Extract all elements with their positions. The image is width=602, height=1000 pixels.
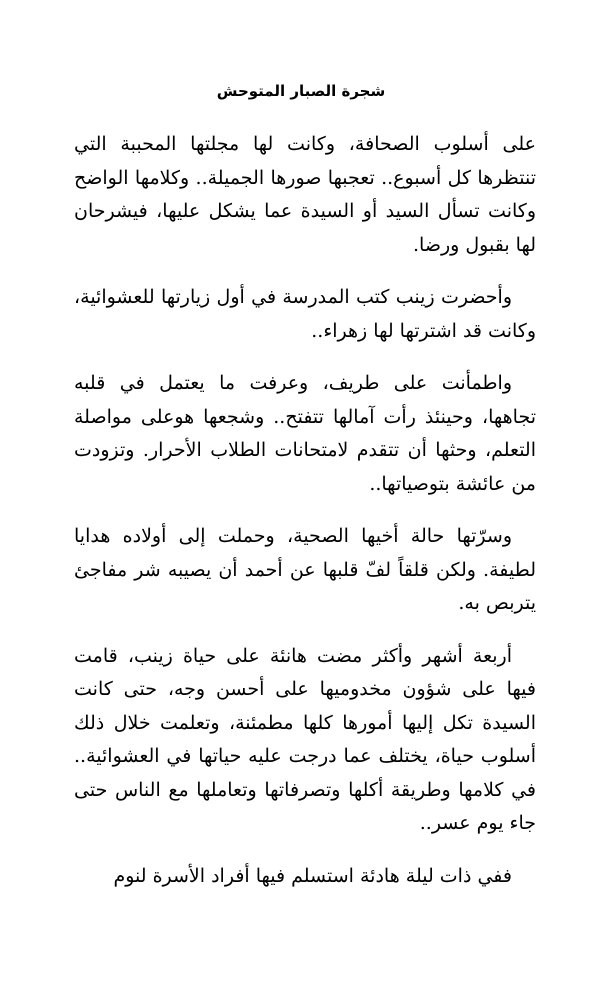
paragraph: وأحضرت زينب كتب المدرسة في أول زيارتها للعشوائية، وكانت قد اشترتها لها زهراء.. <box>74 286 536 342</box>
paragraph: على أسلوب الصحافة، وكانت لها مجلتها المحببة التي تنتظرها كل أسبوع.. تعجبها صورها الجميلة.. وكلامها الواضح وكانت تسأل السيد أو السيدة عما يشكل عليها، فيشرحان لها بقبول ورضا. <box>74 133 536 256</box>
paragraph: واطمأنت على طريف، وعرفت ما يعتمل في قلبه تجاهها، وحينئذ رأت آمالها تتفتح.. وشجعها هوعلى مواصلة التعلم، وحثها أن تتقدم لامتحانات الطلاب الأحرار. وتزودت من عائشة بتوصياتها.. <box>74 372 536 495</box>
paragraph: أربعة أشهر وأكثر مضت هانئة على حياة زينب، قامت فيها على شؤون مخدوميها على أحسن وجه، حتى كانت السيدة تكل إليها أمورها كلها مطمئنة، وتعلمت خلال ذلك أسلوب حياة، يختلف عما درجت عليه حياتها في العشوائية.. في كلامها وطريقة أكلها وتصرفاتها وتعاملها مع الناس حتى جاء يوم عسر.. <box>74 644 536 834</box>
paragraph: وسرّتها حالة أخيها الصحية، وحملت إلى أولاده هدايا لطيفة. ولكن قلقاً لفّ قلبها عن أحمد أن يصيبه شر مفاجئ يتربص به. <box>74 525 536 614</box>
paragraph: ففي ذات ليلة هادئة استسلم فيها أفراد الأسرة لنوم <box>113 864 512 887</box>
body-text <box>74 128 536 912</box>
page-title: شجرة الصبار المتوحش <box>216 82 386 100</box>
